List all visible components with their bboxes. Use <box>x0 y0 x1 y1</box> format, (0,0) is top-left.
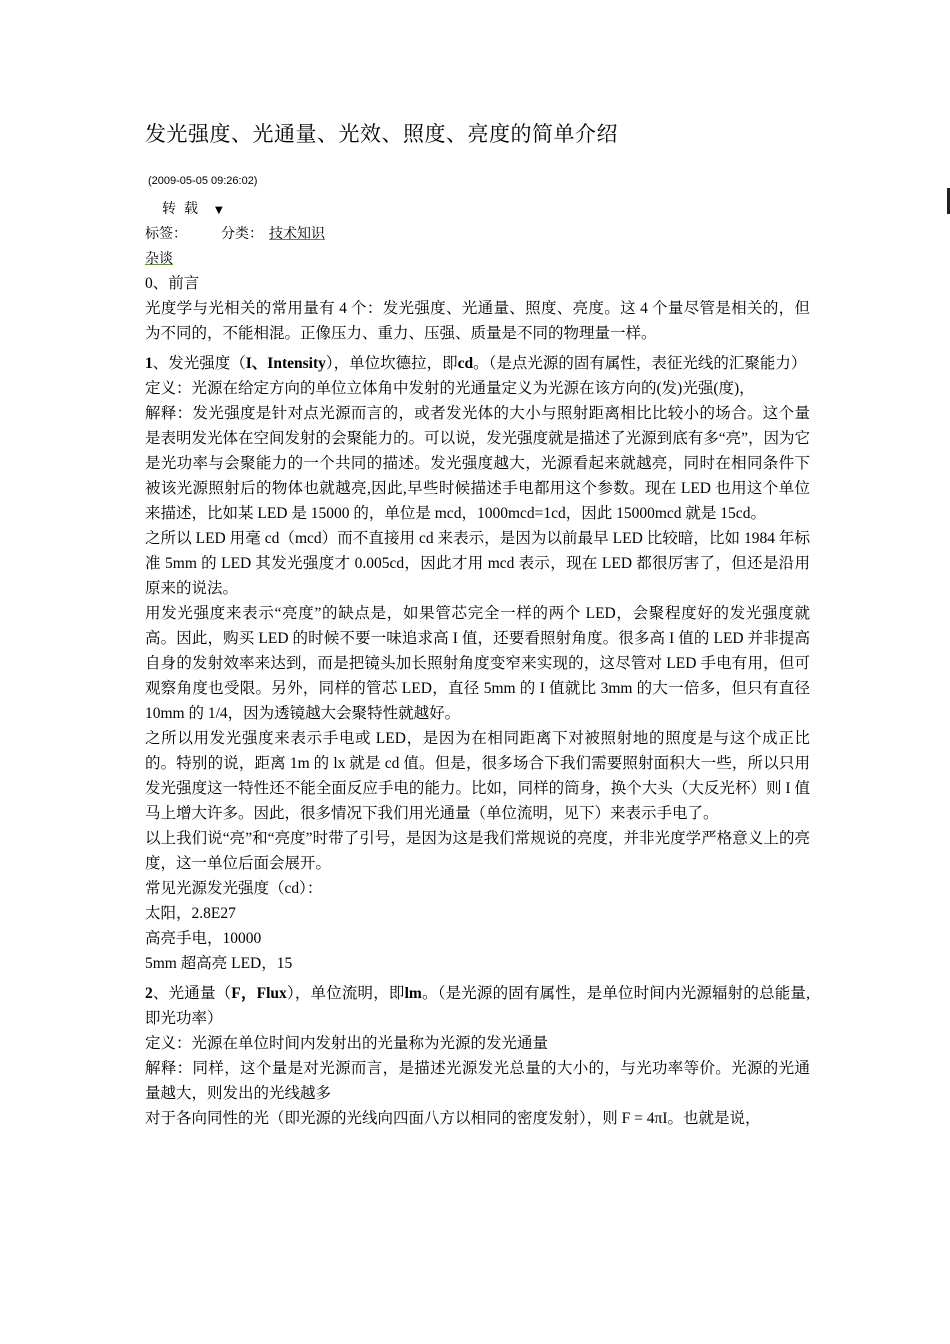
section-2-heading: 2、光通量（F，Flux），单位流明，即lm。（是光源的固有属性，是单位时间内光源辐射的总能量,即光功率） <box>145 985 810 1027</box>
section-1-quote-paragraph: 以上我们说“亮”和“亮度”时带了引号，是因为这是我们常规说的亮度，并非光度学严格意义上的亮度，这一单位后面会展开。 <box>145 830 810 872</box>
tags-label: 标签： <box>145 227 187 242</box>
section-1-reason-paragraph: 之所以用发光强度来表示手电或 LED，是因为在相同距离下对被照射地的照度是与这个成正比的。特别的说，距离 1m 的 lx 就是 cd 值。但是，很多场合下我们需要照射面积大一些，所以只用发光强度这一特性还不能全面反应手电的能力。比如，同样的筒身，换个大头（大反光杯）则 I 值马上增大许多。因此，很多情况下我们用光通量（单位流明，见下）来表示手电了。 <box>145 730 810 822</box>
list-item: 高亮手电，10000 <box>145 930 262 947</box>
category-label: 分类： <box>221 227 263 242</box>
tags-row <box>145 223 325 243</box>
repost-label[interactable]: 转载 <box>162 202 206 217</box>
section-1-mcd-paragraph: 之所以 LED 用毫 cd（mcd）而不直接用 cd 来表示，是因为以前最早 LED 比较暗，比如 1984 年标准 5mm 的 LED 其发光强度才 0.005cd，因此才用 mcd 表示，现在 LED 都很厉害了，但还是沿用原来的说法。 <box>145 530 810 597</box>
intro-paragraph: 光度学与光相关的常用量有 4 个：发光强度、光通量、照度、亮度。这 4 个量尽管是相关的，但为不同的，不能相混。正像压力、重力、压强、质量是不同的物理量一样。 <box>145 300 810 342</box>
list-item: 5mm 超高亮 LED，15 <box>145 955 293 972</box>
category-link[interactable]: 技术知识 <box>269 227 325 242</box>
dropdown-arrow-icon[interactable]: ▼ <box>215 205 223 216</box>
section-1-heading: 1、发光强度（I、Intensity），单位坎德拉，即cd。（是点光源的固有属性，表征光线的汇聚能力） <box>145 355 807 372</box>
common-sources-title: 常见光源发光强度（cd）： <box>145 880 323 897</box>
list-item: 太阳，2.8E27 <box>145 905 236 922</box>
preface-heading: 0、前言 <box>145 275 200 292</box>
section-1-definition: 定义：光源在给定方向的单位立体角中发射的光通量定义为光源在该方向的(发)光强(度)， <box>145 380 755 397</box>
section-1-drawback-paragraph: 用发光强度来表示“亮度”的缺点是，如果管芯完全一样的两个 LED，会聚程度好的发光强度就高。因此，购买 LED 的时候不要一味追求高 I 值，还要看照射角度。很多高 I 值的 LED 并非提高自身的发射效率来达到，而是把镜头加长照射角度变窄来实现的，这尽管对 LED 手电有用，但可观察角度也受限。另外，同样的管芯 LED，直径 5mm 的 I 值就比 3mm 的大一倍多，但只有直径 10mm 的 1/4，因为透镜越大会聚特性就越好。 <box>145 605 810 722</box>
section-1-explanation: 解释：发光强度是针对点光源而言的，或者发光体的大小与照射距离相比比较小的场合。这个量是表明发光体在空间发射的会聚能力的。可以说，发光强度就是描述了光源到底有多“亮”，因为它是光功率与会聚能力的一个共同的描述。发光强度越大，光源看起来就越亮，同时在相同条件下被该光源照射后的物体也就越亮,因此,早些时候描述手电都用这个参数。现在 LED 也用这个单位来描述，比如某 LED 是 15000 的，单位是 mcd，1000mcd=1cd，因此 15000mcd 就是 15cd。 <box>145 405 810 522</box>
publish-date: (2009-05-05 09:26:02) <box>148 175 258 187</box>
section-2-definition: 定义：光源在单位时间内发射出的光量称为光源的发光通量 <box>145 1035 549 1052</box>
article-body <box>145 271 810 1131</box>
misc-row <box>145 248 173 268</box>
section-2-isotropic-paragraph: 对于各向同性的光（即光源的光线向四面八方以相同的密度发射），则 F = 4πI。也就是说， <box>145 1110 761 1127</box>
misc-category-link[interactable]: 杂谈 <box>145 252 173 267</box>
section-2-explanation: 解释：同样，这个量是对光源而言，是描述光源发光总量的大小的，与光功率等价。光源的光通量越大，则发出的光线越多 <box>145 1060 810 1102</box>
article-title: 发光强度、光通量、光效、照度、亮度的简单介绍 <box>145 123 618 146</box>
